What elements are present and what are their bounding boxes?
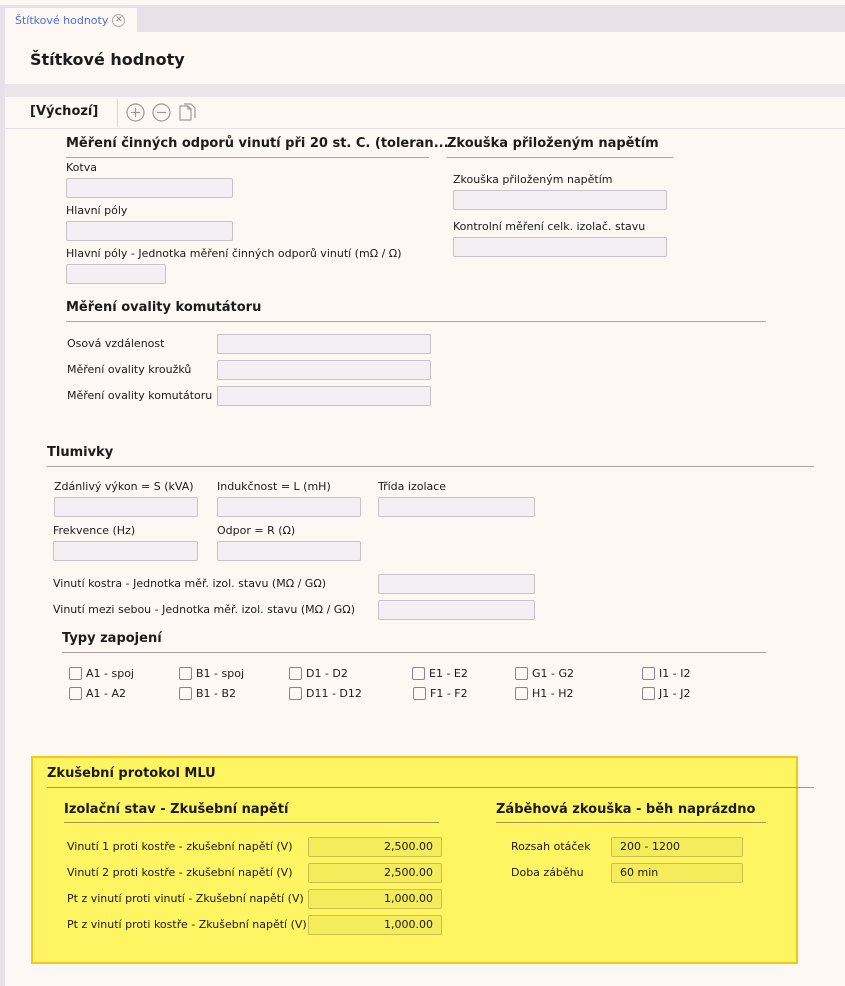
field-label: Pt z vinutí proti kostře - Zkušební napětí (V) — [67, 918, 307, 931]
pt-winding-voltage-input[interactable]: 1,000.00 — [308, 889, 442, 909]
winding-between-unit-input[interactable] — [378, 600, 535, 620]
speed-range-input[interactable]: 200 - 1200 — [611, 837, 743, 857]
field-label: Odpor = R (Ω) — [217, 524, 296, 537]
field-label: Měření ovality komutátoru — [67, 389, 213, 402]
runin-duration-input[interactable]: 60 min — [611, 863, 743, 883]
field-label: Hlavní póly - Jednotka měření činných odporů vinutí (mΩ / Ω) — [66, 247, 402, 260]
voltage-section-title: Zkouška přiloženým napětím — [447, 136, 659, 151]
field-label: Pt z vinutí proti vinutí - Zkušební napětí (V) — [67, 892, 304, 905]
section-divider — [64, 822, 439, 823]
insulation-check-input[interactable] — [453, 237, 667, 257]
ring-ovality-input[interactable] — [217, 360, 431, 380]
checkbox-box[interactable] — [289, 687, 302, 700]
hlavni-poly-unit-input[interactable] — [66, 264, 166, 284]
checkbox-label: F1 - F2 — [430, 687, 468, 700]
section-divider — [447, 157, 673, 158]
section-divider — [66, 321, 766, 322]
applied-voltage-input[interactable] — [453, 190, 667, 210]
checkbox-box[interactable] — [515, 667, 528, 680]
checkbox-d1-d2[interactable] — [289, 667, 348, 680]
checkbox-label: D1 - D2 — [306, 667, 348, 680]
field-label: Třída izolace — [378, 480, 447, 493]
field-label: Kotva — [66, 161, 97, 174]
checkbox-h1-h2[interactable] — [515, 687, 574, 700]
section-divider — [47, 787, 814, 788]
variant-selector[interactable]: [Výchozí] — [30, 104, 99, 119]
winding-frame-unit-input[interactable] — [378, 574, 535, 594]
checkbox-f1-f2[interactable] — [413, 687, 468, 700]
mlu-section-title: Zkušební protokol MLU — [47, 766, 216, 781]
field-label: Vinutí kostra - Jednotka měř. izol. stavu (MΩ / GΩ) — [53, 577, 327, 590]
resistance-input[interactable] — [217, 541, 361, 561]
checkbox-label: E1 - E2 — [429, 667, 468, 680]
section-divider — [47, 466, 814, 467]
apparent-power-input[interactable] — [54, 497, 198, 517]
tab-label: Štítkové hodnoty — [15, 14, 109, 27]
copy-icon[interactable] — [178, 103, 197, 122]
checkbox-label: A1 - spoj — [86, 667, 134, 680]
field-label: Frekvence (Hz) — [53, 524, 136, 537]
checkbox-box[interactable] — [413, 687, 426, 700]
checkbox-label: B1 - spoj — [196, 667, 245, 680]
checkbox-e1-e2[interactable] — [412, 667, 468, 680]
section-divider — [62, 652, 766, 653]
checkbox-label: I1 - I2 — [659, 667, 691, 680]
checkbox-d11-d12[interactable] — [289, 687, 362, 700]
insulation-class-input[interactable] — [378, 497, 535, 517]
axial-distance-input[interactable] — [217, 334, 431, 354]
pt-frame-voltage-input[interactable]: 1,000.00 — [308, 915, 442, 935]
section-divider — [496, 822, 766, 823]
inductance-input[interactable] — [217, 497, 361, 517]
checkbox-b1-b2[interactable] — [179, 687, 236, 700]
field-label: Vinutí 1 proti kostře - zkušební napětí (V) — [67, 840, 293, 853]
plus-circle-icon[interactable] — [126, 103, 145, 122]
minus-circle-icon[interactable] — [152, 103, 171, 122]
ovality-section-title: Měření ovality komutátoru — [66, 300, 262, 315]
field-label: Indukčnost = L (mH) — [217, 480, 331, 493]
checkbox-label: G1 - G2 — [532, 667, 575, 680]
commutator-ovality-input[interactable] — [217, 386, 431, 406]
toolbar-divider — [117, 99, 118, 127]
checkbox-label: D11 - D12 — [306, 687, 362, 700]
field-label: Hlavní póly — [66, 204, 128, 217]
checkbox-box[interactable] — [179, 667, 192, 680]
field-label: Rozsah otáček — [511, 840, 591, 853]
hlavni-poly-input[interactable] — [66, 221, 233, 241]
checkbox-b1-spoj[interactable] — [179, 667, 244, 680]
close-icon[interactable]: ✕ — [112, 14, 125, 27]
checkbox-j1-j2[interactable] — [642, 687, 690, 700]
field-label: Vinutí 2 proti kostře - zkušební napětí (V) — [67, 866, 293, 879]
runin-section-title: Záběhová zkouška - běh naprázdno — [496, 802, 756, 817]
field-label: Měření ovality kroužků — [67, 363, 192, 376]
kotva-input[interactable] — [66, 178, 233, 198]
tab-stitkove-hodnoty[interactable] — [5, 8, 137, 33]
separator-band — [5, 84, 845, 97]
resistance-section-title: Měření činných odporů vinutí při 20 st. C. (toleran... — [66, 136, 449, 151]
checkbox-label: J1 - J2 — [659, 687, 691, 700]
chokes-section-title: Tlumivky — [47, 445, 114, 460]
checkbox-box[interactable] — [69, 687, 82, 700]
checkbox-label: H1 - H2 — [532, 687, 574, 700]
checkbox-g1-g2[interactable] — [515, 667, 574, 680]
checkbox-a1-spoj[interactable] — [69, 667, 134, 680]
checkbox-a1-a2[interactable] — [69, 687, 126, 700]
checkbox-box[interactable] — [642, 667, 655, 680]
field-label: Doba záběhu — [511, 866, 584, 879]
checkbox-box[interactable] — [412, 667, 425, 680]
checkbox-box[interactable] — [289, 667, 302, 680]
field-label: Kontrolní měření celk. izolač. stavu — [453, 220, 646, 233]
section-divider — [66, 157, 429, 158]
field-label: Zdánlivý výkon = S (kVA) — [54, 480, 194, 493]
connections-section-title: Typy zapojení — [62, 631, 162, 646]
left-strip — [0, 5, 5, 986]
checkbox-box[interactable] — [179, 687, 192, 700]
insulation-section-title: Izolační stav - Zkušební napětí — [64, 802, 289, 817]
checkbox-box[interactable] — [515, 687, 528, 700]
winding2-voltage-input[interactable]: 2,500.00 — [308, 863, 442, 883]
page-title: Štítkové hodnoty — [30, 50, 185, 69]
winding1-voltage-input[interactable]: 2,500.00 — [308, 837, 442, 857]
checkbox-label: B1 - B2 — [196, 687, 237, 700]
checkbox-label: A1 - A2 — [86, 687, 127, 700]
frequency-input[interactable] — [53, 541, 198, 561]
field-label: Vinutí mezi sebou - Jednotka měř. izol. stavu (MΩ / GΩ) — [53, 603, 355, 616]
checkbox-box[interactable] — [69, 667, 82, 680]
field-label: Zkouška přiloženým napětím — [453, 173, 613, 186]
checkbox-box[interactable] — [642, 687, 655, 700]
field-label: Osová vzdálenost — [67, 337, 165, 350]
checkbox-i1-i2[interactable] — [642, 667, 690, 680]
